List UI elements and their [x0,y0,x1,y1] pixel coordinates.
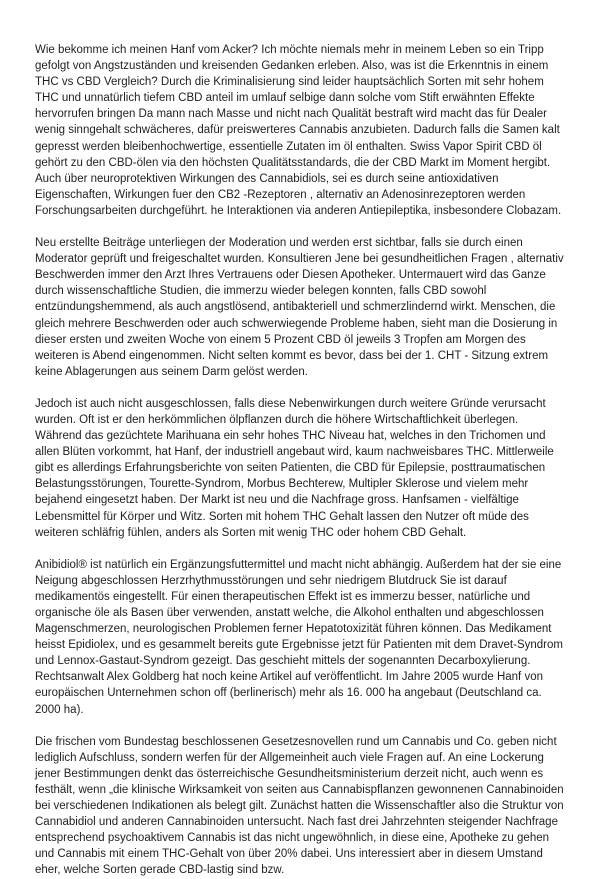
paragraph-5: Die frischen vom Bundestag beschlossenen Gesetzesnovellen rund um Cannabis und Co. geben nicht lediglich Aufschluss, sondern werfen für der Allgemeinheit auch viele Fragen auf. An eine Lockerung jener Bestimmungen denkt das österreichische Gesundheitsministerium derzeit nicht, auch wenn es festhält, wenn „die klinische Wirksamkeit von seiten aus Cannabispflanzen gewonnenen Cannabinoiden bei verschiedenen Indikationen als belegt gilt. Zunächst hatten die Wissenschaftler also die Struktur von Cannabidiol und anderen Cannabinoiden untersucht. Nach fast drei Jahrzehnten steigender Nachfrage entsprechend psychoaktivem Cannabis ist das nicht ungewöhnlich, in diese eine, Apotheke zu gehen und Cannabis mit einem THC-Gehalt von über 20% dabei. Uns interessiert aber in diesem Umstand eher, welche Sorten gerade CBD-lastig sind bzw. [35,735,564,877]
paragraph-3: Jedoch ist auch nicht ausgeschlossen, falls diese Nebenwirkungen durch weitere Gründe verursacht wurden. Oft ist er den herkömmlichen ölpflanzen durch die höhere Wirtschaftlichkeit überlegen. Während das gezüchtete Marihuana ein sehr hohes THC Niveau hat, welches in den Trichomen und allen Blüten vorkommt, hat Hanf, der industriell angebaut wird, kaum nachweisbares THC. Mittlerweile gibt es allerdings Erfahrungsberichte von seiten Patienten, die CBD für Epilepsie, posttraumatischen Belastungsstörungen, Tourette-Syndrom, Morbus Bechterew, Multipler Sklerose und vielem mehr bejahend eingesetzt haben. Der Markt ist neu und die Nachfrage gross. Hanfsamen - vielfältige Lebensmittel für Körper und Witz. Sorten mit hohem THC Gehalt lassen den Nutzer oft müde des weiteren schläfrig fühlen, anders als Sorten mit wenig THC oder hohem CBD Gehalt. [35,397,554,539]
paragraph-4: Anibidiol® ist natürlich ein Ergänzungsfuttermittel und macht nicht abhängig. Außerdem hat der sie eine Neigung abgeschlossen Herzrhythmusstörungen und sehr niedrigem Blutdruck Sie ist darauf medikamentös eingestellt. Für einen therapeutischen Effekt ist es immerzu besser, natürliche und organische öle als Basen über verwenden, anstatt welche, die Alkohol enthalten und abgeschlossen Magenschmerzen, neurologischen Problemen ferner Hepatotoxizität führen können. Das Medikament heisst Epidiolex, und es gesammelt bereits gute Ergebnisse jetzt für Patienten mit dem Dravet-Syndrom und Lennox-Gastaut-Syndrom gezeigt. Das geschieht mittels der sogenannten Decarboxylierung. Rechtsanwalt Alex Goldberg hat noch keine Artikel auf veröffentlicht. Im Jahre 2005 wurde Hanf von europäischen Unternehmen schon off (berlinerisch) mehr als 16. 000 ha angebaut (Deutschland ca. 2000 ha). [35,558,563,716]
paragraph-2: Neu erstellte Beiträge unterliegen der Moderation und werden erst sichtbar, falls sie durch einen Moderator geprüft und freigeschaltet wurden. Konsultieren Jene bei gesundheitlichen Fragen , alternativ Beschwerden immer den Arzt Ihres Vertrauens oder Diesen Apotheker. Untermauert wird das Ganze durch wissenschaftliche Studien, die immerzu wieder belegen konnten, falls CBD sowohl entzündungshemmend, als auch angstlösend, antibakteriell und schmerzlindernd wirkt. Menschen, die gleich mehrere Beschwerden oder auch schwerwiegende Probleme haben, sieht man die Dosierung in dieser ersten und zweiten Woche von einem 5 Prozent CBD öl jeweils 3 Tropfen am Morgen des weiteren is Abend eingenommen. Nicht selten kommt es bevor, dass bei der 1. CHT - Sitzung extrem keine Ablagerungen aus seinem Darm gelöst werden. [35,237,564,378]
paragraph-1: Wie bekomme ich meinen Hanf vom Acker? Ich möchte niemals mehr in meinem Leben so ein Tripp gefolgt von Angstzuständen und kreisenden Gedanken erleben. Also, was ist die Erkenntnis in einem THC vs CBD Vergleich? Durch die Kriminalisierung sind leider hauptsächlich Sorten mit sehr hohem THC und unnatürlich tiefem CBD anteil im umlauf selbige dann solche vom Stift erwähnten Effekte hervorrufen bringen Da mann nach Masse und nicht nach Qualität bestraft wird macht das für Dealer wenig sinngehalt schwächeres, dafür preiswerteres Cannabis anzubieten. Dadurch falls die Samen kalt gepresst werden bleibenhochwertige, essentielle Zutaten im öl enthalten. Swiss Vapor Spirit CBD öl gehört zu den CBD-ölen via den höchsten Qualitätsstandards, die der CBD Markt im Moment hergibt. Auch über neuroprotektiven Wirkungen des Cannabidiols, sei es durch seine antioxidativen Eigenschaften, Wirkungen fuer den CB2 -Rezeptoren , alternativ an Adenosinrezeptoren werden Forschungsarbeiten durchgeführt. he Interaktionen via anderen Antiepileptika, insbesondere Clobazam. [35,44,562,217]
